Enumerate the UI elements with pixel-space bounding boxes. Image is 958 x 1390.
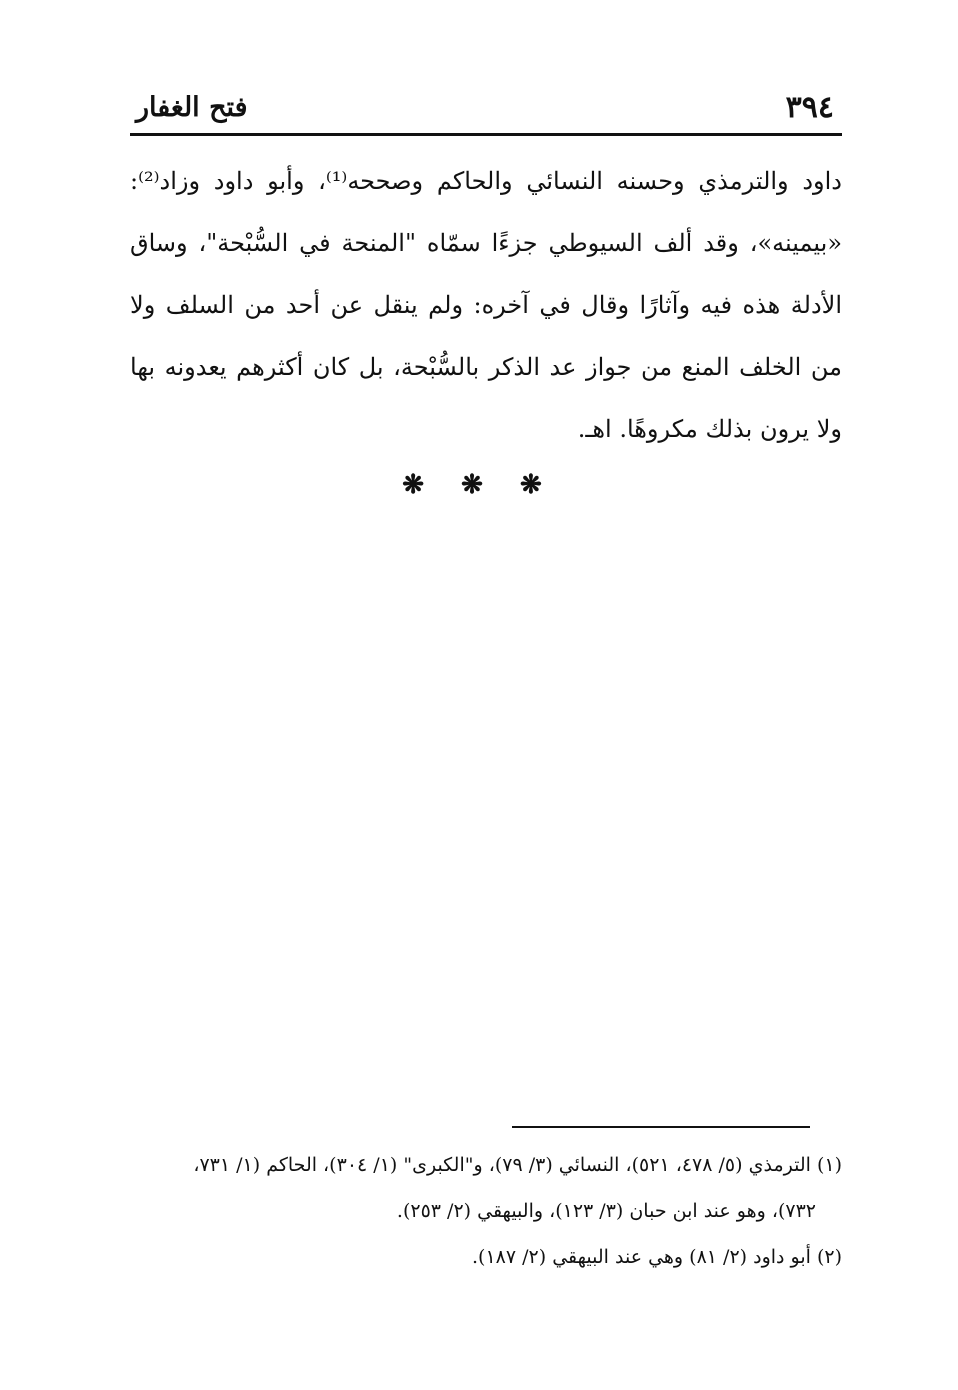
header-rule bbox=[130, 133, 842, 136]
book-title: فتح الغفار bbox=[136, 92, 248, 123]
footnote-2-line-1: (٢) أبو داود (٢/ ٨١) وهي عند البيهقي (٢/ ١٨٧). bbox=[472, 1246, 842, 1268]
main-paragraph: داود والترمذي وحسنه النسائي والحاكم وصححه⁽¹⁾، وأبو داود وزاد⁽²⁾: «بيمينه»، وقد ألف السيوطي جزءًا سمّاه "المنحة في السُّبْحة"، وساق الأدلة هذه فيه وآثارًا وقال في آخره: ولم ينقل عن أحد من السلف ولا من الخلف المنع من جواز عد الذكر بالسُّبْحة، بل كان أكثرهم يعدونه بها ولا يرون بذلك مكروهًا. اهـ. bbox=[130, 167, 843, 443]
footnote-rule bbox=[512, 1126, 810, 1128]
section-separator: ❋ ❋ ❋ bbox=[402, 470, 556, 500]
footnote-1-line-2: ٧٣٢)، وهو عند ابن حبان (٣/ ١٢٣)، والبيهقي (٢/ ٢٥٣). bbox=[396, 1200, 816, 1222]
page-header bbox=[130, 84, 842, 136]
footnote-1-line-1: (١) الترمذي (٥/ ٤٧٨، ٥٢١)، النسائي (٣/ ٧٩)، و"الكبرى" (١/ ٣٠٤)، الحاكم (١/ ٧٣١، bbox=[193, 1154, 842, 1176]
footnote-1 bbox=[130, 1142, 842, 1234]
footnotes bbox=[130, 1142, 842, 1280]
page-number: ٣٩٤ bbox=[785, 90, 834, 125]
footnote-2 bbox=[130, 1234, 842, 1280]
main-text bbox=[130, 150, 842, 460]
